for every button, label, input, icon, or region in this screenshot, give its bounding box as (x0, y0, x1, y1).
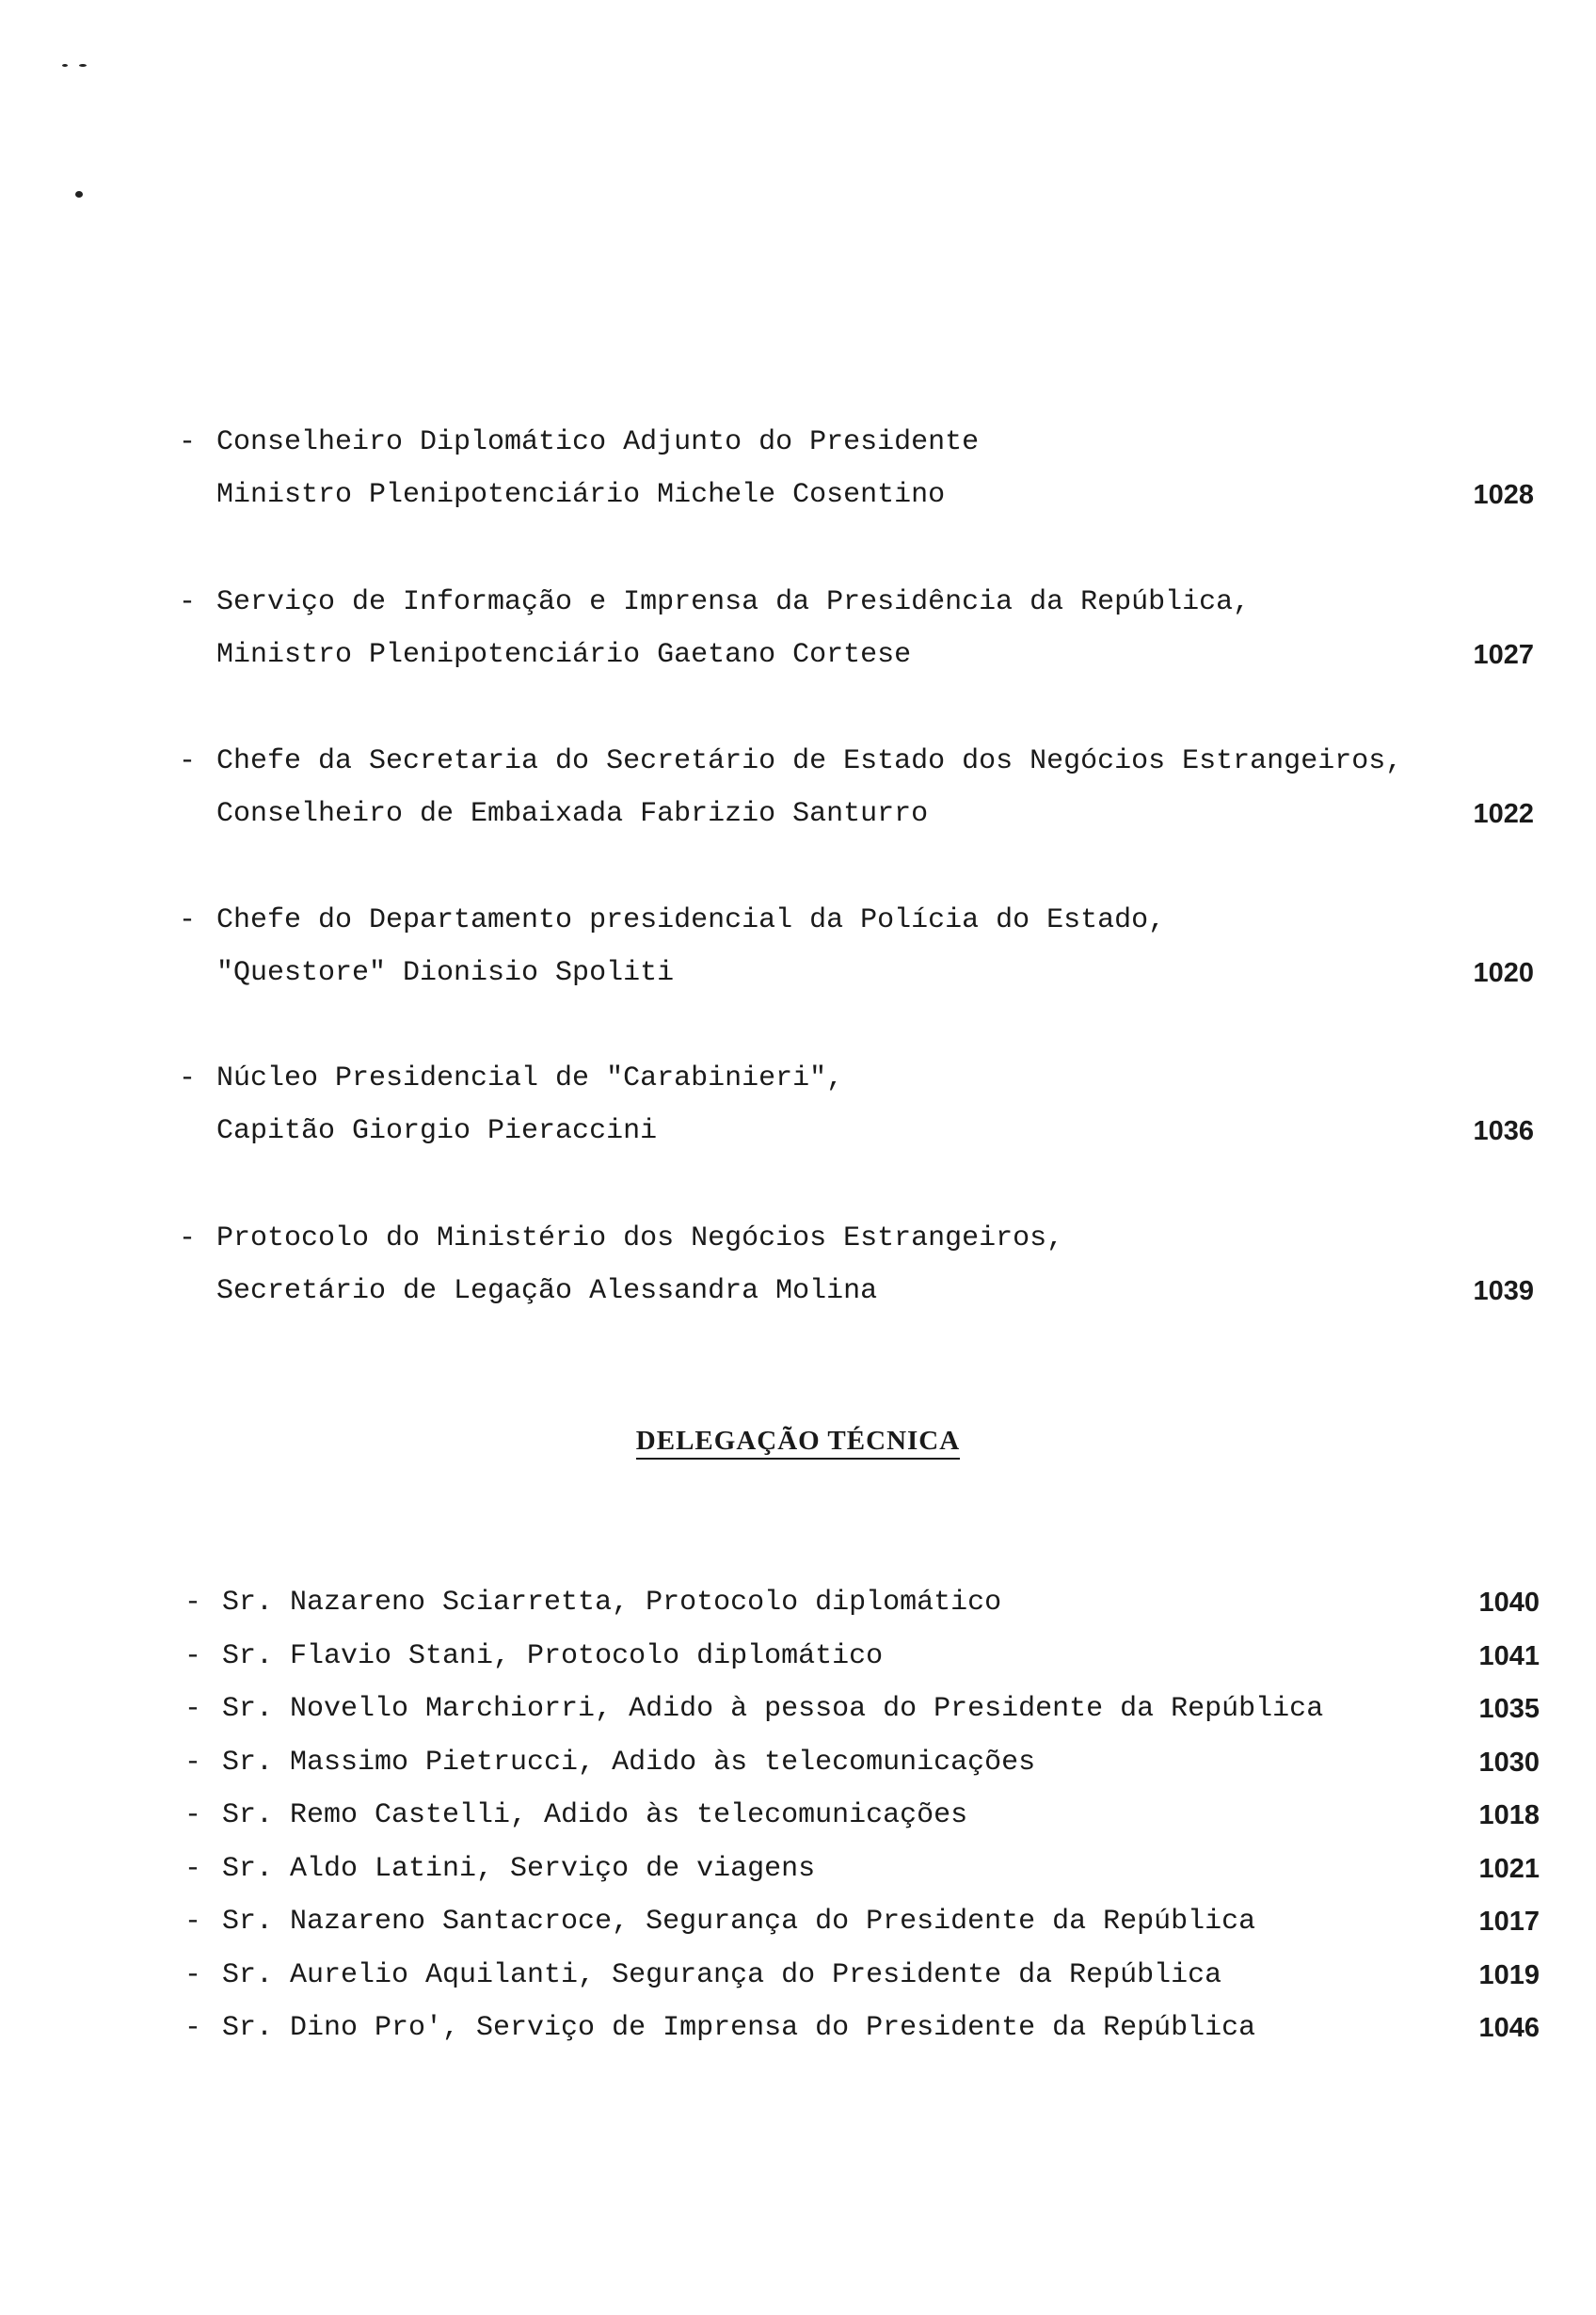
technical-delegation-list (184, 1576, 1540, 2055)
entry-item (179, 735, 1534, 840)
list-item: - Sr. Massimo Pietrucci, Adido às telecomunicações 1030 (184, 1736, 1540, 1790)
entry-item (179, 1052, 1534, 1158)
entry-person: Conselheiro de Embaixada Fabrizio Santurro (216, 798, 929, 830)
list-item: - Sr. Remo Castelli, Adido às telecomunicações 1018 (184, 1789, 1540, 1843)
list-item-number: 1018 (1478, 1800, 1540, 1830)
list-item-number: 1021 (1478, 1853, 1540, 1884)
entry-item (179, 894, 1534, 999)
section-heading (0, 1426, 1596, 1457)
scan-speck (79, 64, 87, 67)
scan-speck (75, 191, 83, 198)
entry-person: Secretário de Legação Alessandra Molina (216, 1275, 878, 1307)
entry-number: 1028 (1473, 480, 1534, 510)
list-item-number: 1019 (1478, 1959, 1540, 1990)
list-item-text: Sr. Massimo Pietrucci, Adido às telecomunicações (222, 1746, 1036, 1779)
list-item-text: Sr. Aldo Latini, Serviço de viagens (222, 1852, 816, 1885)
entry-title: Chefe da Secretaria do Secretário de Estado dos Negócios Estrangeiros, (216, 745, 1403, 777)
list-item-number: 1046 (1478, 2013, 1540, 2043)
entry-number: 1036 (1473, 1116, 1534, 1146)
entry-person: Ministro Plenipotenciário Michele Cosentino (216, 479, 946, 511)
list-item: - Sr. Nazareno Sciarretta, Protocolo diplomático 1040 (184, 1576, 1540, 1630)
entry-title: Chefe do Departamento presidencial da Polícia do Estado, (216, 904, 1166, 936)
bullet-dash: - (179, 745, 197, 777)
list-item-text: Sr. Nazareno Sciarretta, Protocolo diplomático (222, 1587, 1002, 1619)
bullet-dash: - (179, 586, 197, 618)
entry-item (179, 1212, 1534, 1317)
list-item-text: Sr. Aurelio Aquilanti, Segurança do Presidente da República (222, 1958, 1222, 1991)
list-item-text: Sr. Novello Marchiorri, Adido à pessoa do Presidente da República (222, 1693, 1324, 1725)
list-item: - Sr. Novello Marchiorri, Adido à pessoa do Presidente da República 1035 (184, 1683, 1540, 1736)
list-item: - Sr. Flavio Stani, Protocolo diplomático 1041 (184, 1630, 1540, 1684)
scan-speck (62, 64, 68, 67)
list-item-text: Sr. Nazareno Santacroce, Segurança do Presidente da República (222, 1906, 1256, 1938)
list-item-number: 1017 (1478, 1907, 1540, 1937)
bullet-dash: - (179, 426, 197, 458)
section-heading-text: DELEGAÇÃO TÉCNICA (636, 1426, 960, 1460)
list-item: - Sr. Aurelio Aquilanti, Segurança do Presidente da República 1019 (184, 1949, 1540, 2003)
list-item: - Sr. Aldo Latini, Serviço de viagens 1021 (184, 1843, 1540, 1896)
list-item: - Sr. Dino Pro', Serviço de Imprensa do Presidente da República 1046 (184, 2002, 1540, 2055)
bullet-dash: - (179, 904, 197, 936)
entry-title: Conselheiro Diplomático Adjunto do Presidente (216, 426, 980, 458)
entry-title: Núcleo Presidencial de "Carabinieri", (216, 1062, 844, 1094)
entry-person: "Questore" Dionisio Spoliti (216, 957, 675, 989)
list-item-number: 1041 (1478, 1640, 1540, 1671)
list-item-number: 1030 (1478, 1747, 1540, 1778)
entry-number: 1027 (1473, 640, 1534, 670)
list-item-text: Sr. Remo Castelli, Adido às telecomunicações (222, 1799, 968, 1831)
list-item-text: Sr. Dino Pro', Serviço de Imprensa do Presidente da República (222, 2012, 1256, 2044)
entry-number: 1039 (1473, 1276, 1534, 1306)
entry-title: Protocolo do Ministério dos Negócios Estrangeiros, (216, 1222, 1064, 1254)
entry-person: Capitão Giorgio Pieraccini (216, 1115, 658, 1147)
list-item: - Sr. Nazareno Santacroce, Segurança do Presidente da República 1017 (184, 1895, 1540, 1949)
list-item-number: 1035 (1478, 1694, 1540, 1724)
entry-person: Ministro Plenipotenciário Gaetano Cortese (216, 639, 912, 671)
bullet-dash: - (179, 1062, 197, 1094)
entry-number: 1020 (1473, 958, 1534, 988)
entry-item (179, 416, 1534, 521)
list-item-text: Sr. Flavio Stani, Protocolo diplomático (222, 1639, 884, 1672)
list-item-number: 1040 (1478, 1588, 1540, 1618)
bullet-dash: - (179, 1222, 197, 1254)
entry-item (179, 576, 1534, 681)
entry-title: Serviço de Informação e Imprensa da Presidência da República, (216, 586, 1251, 618)
entry-number: 1022 (1473, 799, 1534, 829)
